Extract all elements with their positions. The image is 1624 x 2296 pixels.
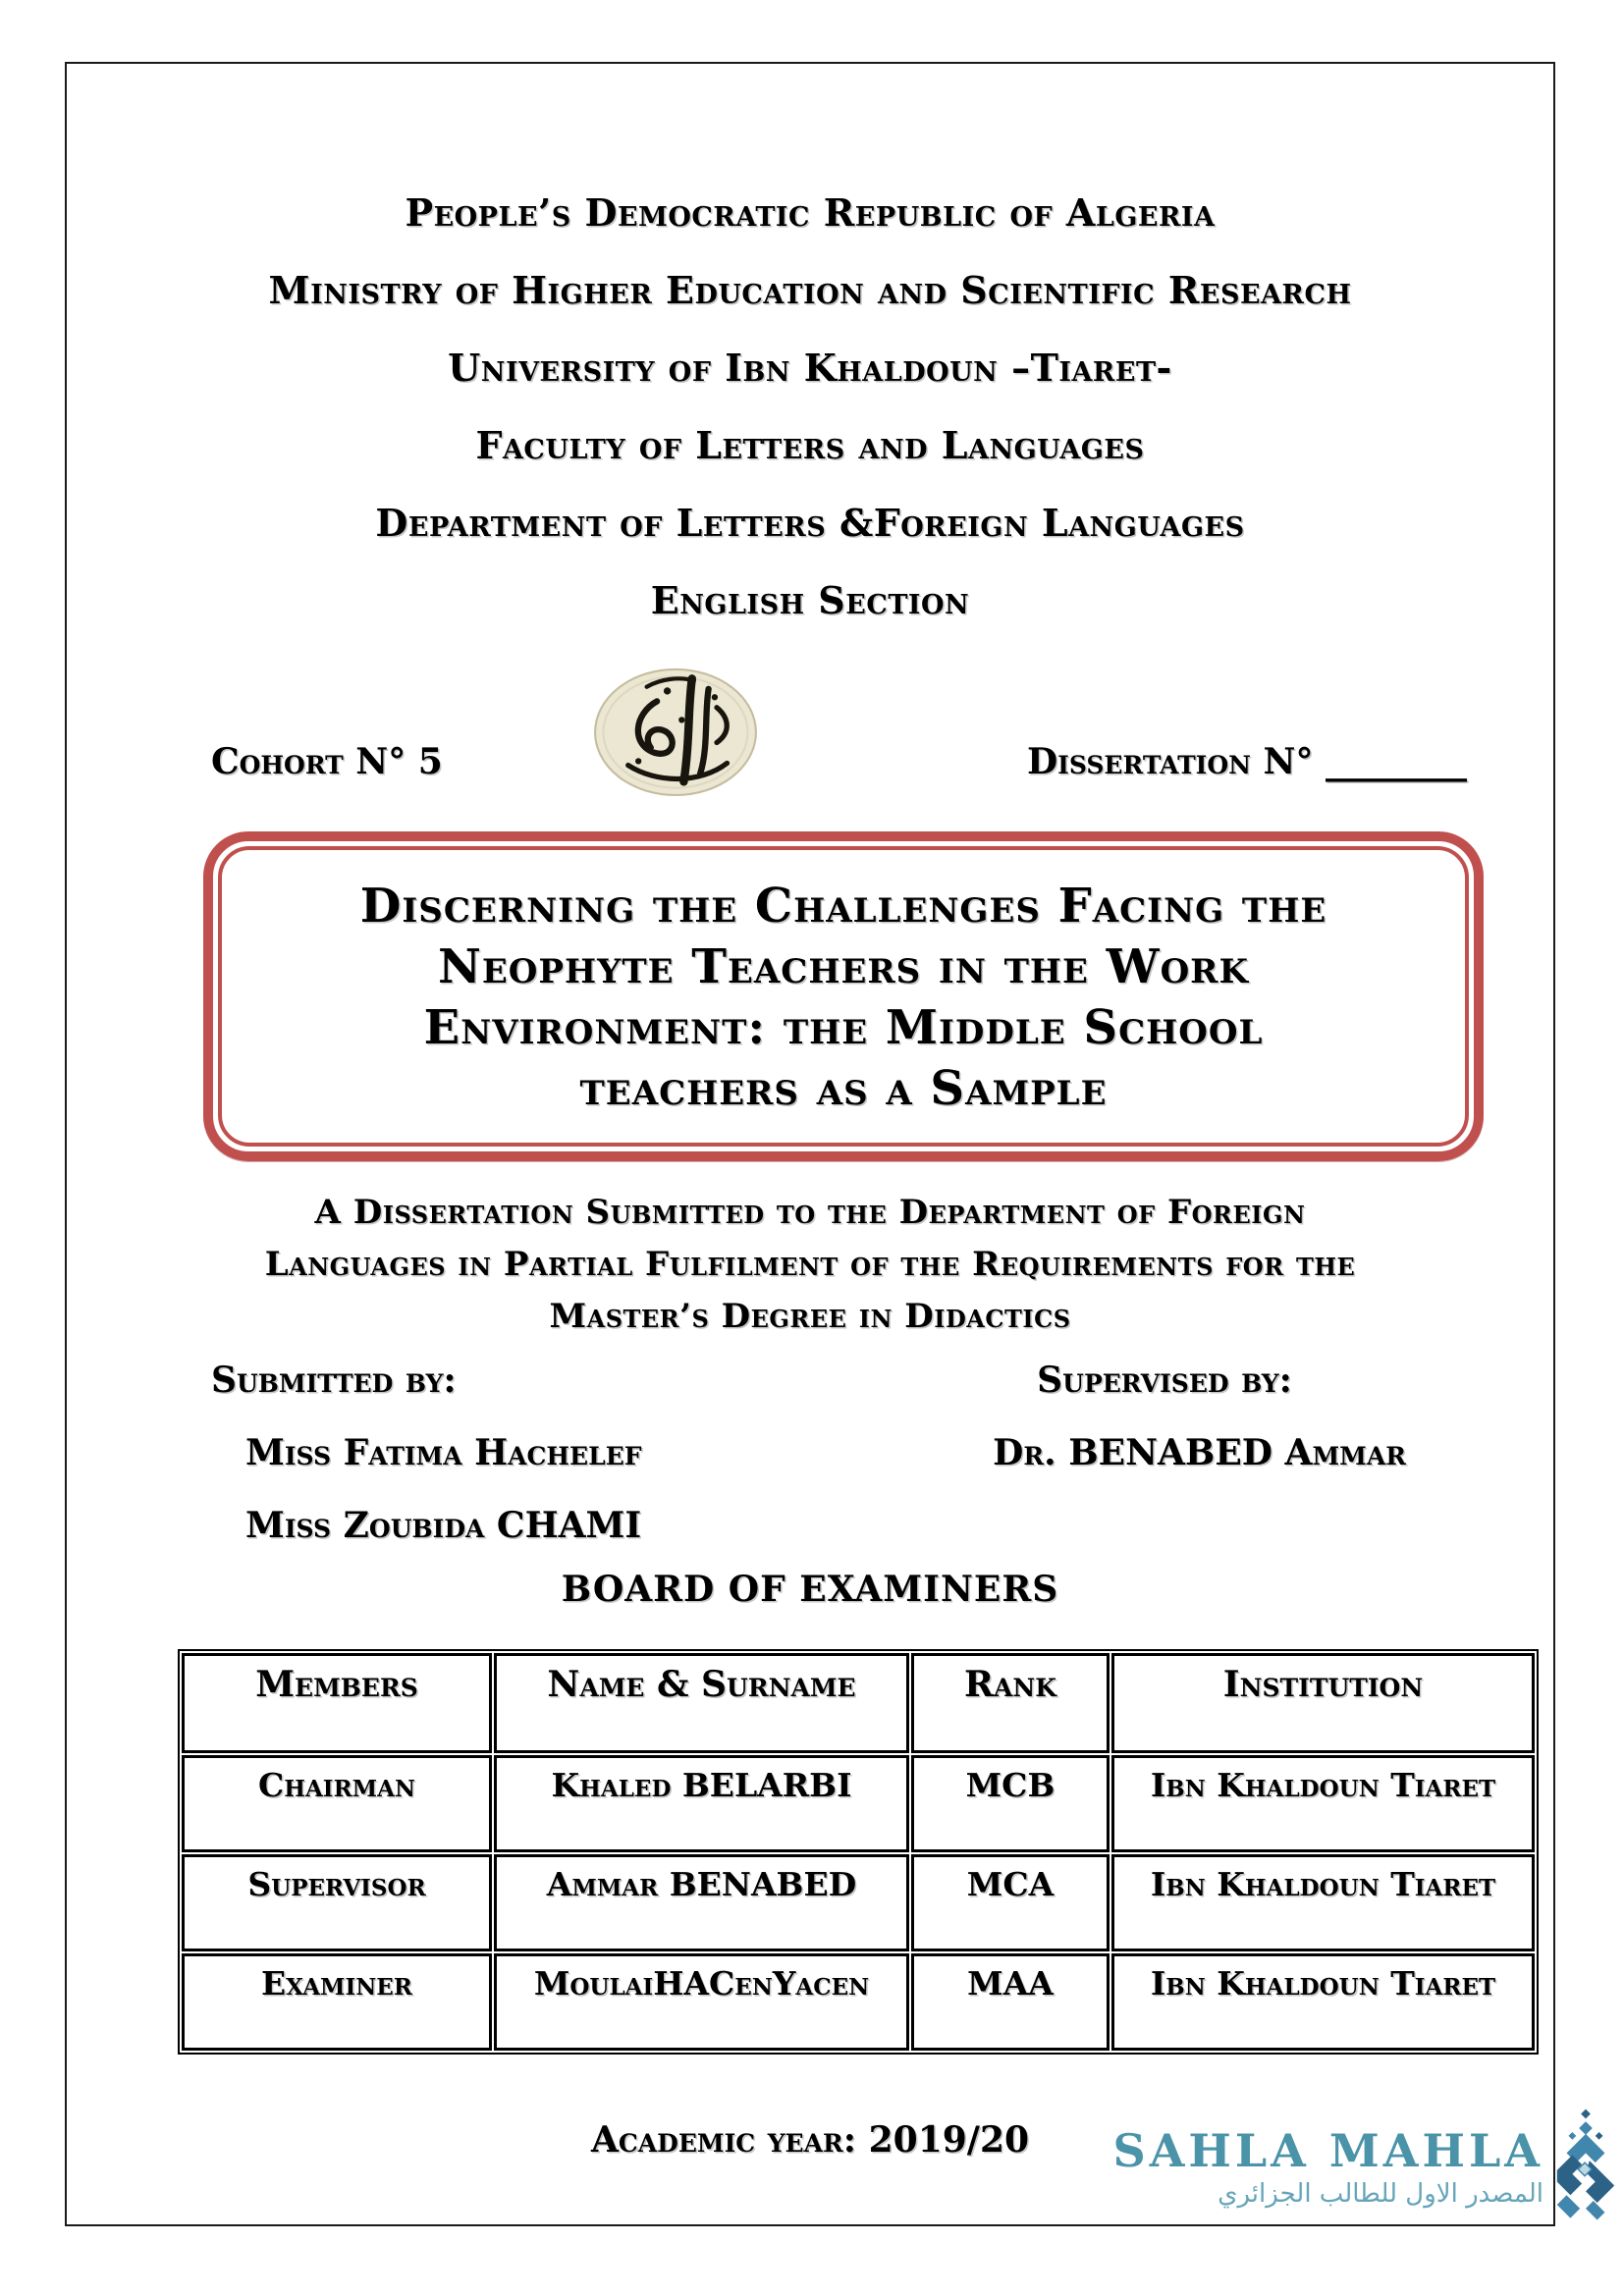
column-header-institution: Institution bbox=[1111, 1653, 1535, 1753]
title-line: Discerning the Challenges Facing the bbox=[359, 879, 1327, 934]
table-row-examiner bbox=[182, 1953, 1535, 2051]
supervised-by-column bbox=[993, 1359, 1406, 1547]
header-line-department: Department of Letters &Foreign Languages bbox=[375, 501, 1245, 545]
university-seal-icon bbox=[593, 665, 758, 802]
table-cell-institution: Ibn Khaldoun Tiaret bbox=[1111, 1854, 1535, 1951]
submitter-name-1: Miss Fatima Hachelef bbox=[245, 1432, 642, 1473]
statement-line: Languages in Partial Fulfilment of the Requirements for the bbox=[264, 1245, 1356, 1284]
table-cell-institution: Ibn Khaldoun Tiaret bbox=[1111, 1755, 1535, 1852]
table-cell-member: Examiner bbox=[182, 1953, 492, 2051]
title-line: Environment: the Middle School bbox=[423, 1000, 1264, 1055]
title-line: teachers as a Sample bbox=[579, 1061, 1108, 1116]
table-cell-rank: MAA bbox=[911, 1953, 1110, 2051]
submission-statement bbox=[67, 1187, 1553, 1343]
header-line-section: English Section bbox=[650, 578, 970, 622]
brand-wordmark: SAHLA MAHLA bbox=[1112, 2124, 1543, 2177]
table-cell-name: MoulaiHACenYacen bbox=[494, 1953, 909, 2051]
submitter-name-2: Miss Zoubida CHAMI bbox=[245, 1505, 642, 1546]
table-cell-member: Chairman bbox=[182, 1755, 492, 1852]
board-of-examiners-heading: BOARD OF EXAMINERS bbox=[561, 1569, 1059, 1610]
brand-text-block bbox=[1112, 2124, 1543, 2209]
table-cell-member: Supervisor bbox=[182, 1854, 492, 1951]
title-line: Neophyte Teachers in the Work bbox=[437, 939, 1249, 994]
supervisor-name: Dr. BENABED Ammar bbox=[993, 1432, 1406, 1473]
header-line-university: University of Ibn Khaldoun –Tiaret- bbox=[448, 346, 1172, 390]
kufic-emblem-icon bbox=[1549, 2109, 1622, 2224]
credits-section bbox=[67, 1343, 1553, 1547]
cohort-seal-row bbox=[67, 655, 1553, 802]
cohort-label: Cohort N° 5 bbox=[211, 741, 443, 782]
sahla-mahla-watermark bbox=[1112, 2109, 1622, 2224]
table-row-chairman bbox=[182, 1755, 1535, 1852]
column-header-members: Members bbox=[182, 1653, 492, 1753]
brand-tagline-arabic: المصدر الاول للطالب الجزائري bbox=[1218, 2179, 1543, 2209]
column-header-rank: Rank bbox=[911, 1653, 1110, 1753]
page-frame bbox=[65, 62, 1555, 2226]
examiners-table bbox=[178, 1649, 1539, 2055]
dissertation-number-label: Dissertation N° ________ bbox=[1026, 741, 1467, 782]
submitted-by-column bbox=[211, 1359, 642, 1547]
supervised-by-label: Supervised by: bbox=[1037, 1360, 1292, 1401]
table-header-row bbox=[182, 1653, 1535, 1753]
table-cell-institution: Ibn Khaldoun Tiaret bbox=[1111, 1953, 1535, 2051]
table-cell-name: Ammar BENABED bbox=[494, 1854, 909, 1951]
academic-year: Academic year: 2019/20 bbox=[590, 2119, 1030, 2161]
table-cell-rank: MCA bbox=[911, 1854, 1110, 1951]
title-box-inner bbox=[218, 846, 1469, 1147]
statement-line: Master’s Degree in Didactics bbox=[549, 1297, 1071, 1336]
table-cell-name: Khaled BELARBI bbox=[494, 1755, 909, 1852]
header-line-faculty: Faculty of Letters and Languages bbox=[475, 423, 1145, 467]
header-line-republic: People’s Democratic Republic of Algeria bbox=[405, 190, 1216, 235]
institution-header bbox=[67, 64, 1553, 624]
statement-line: A Dissertation Submitted to the Department of Foreign bbox=[314, 1193, 1306, 1232]
column-header-name-surname: Name & Surname bbox=[494, 1653, 909, 1753]
title-box bbox=[203, 831, 1484, 1161]
submitted-by-label: Submitted by: bbox=[211, 1360, 457, 1401]
table-row-supervisor bbox=[182, 1854, 1535, 1951]
header-line-ministry: Ministry of Higher Education and Scientific Research bbox=[268, 268, 1352, 312]
table-cell-rank: MCB bbox=[911, 1755, 1110, 1852]
